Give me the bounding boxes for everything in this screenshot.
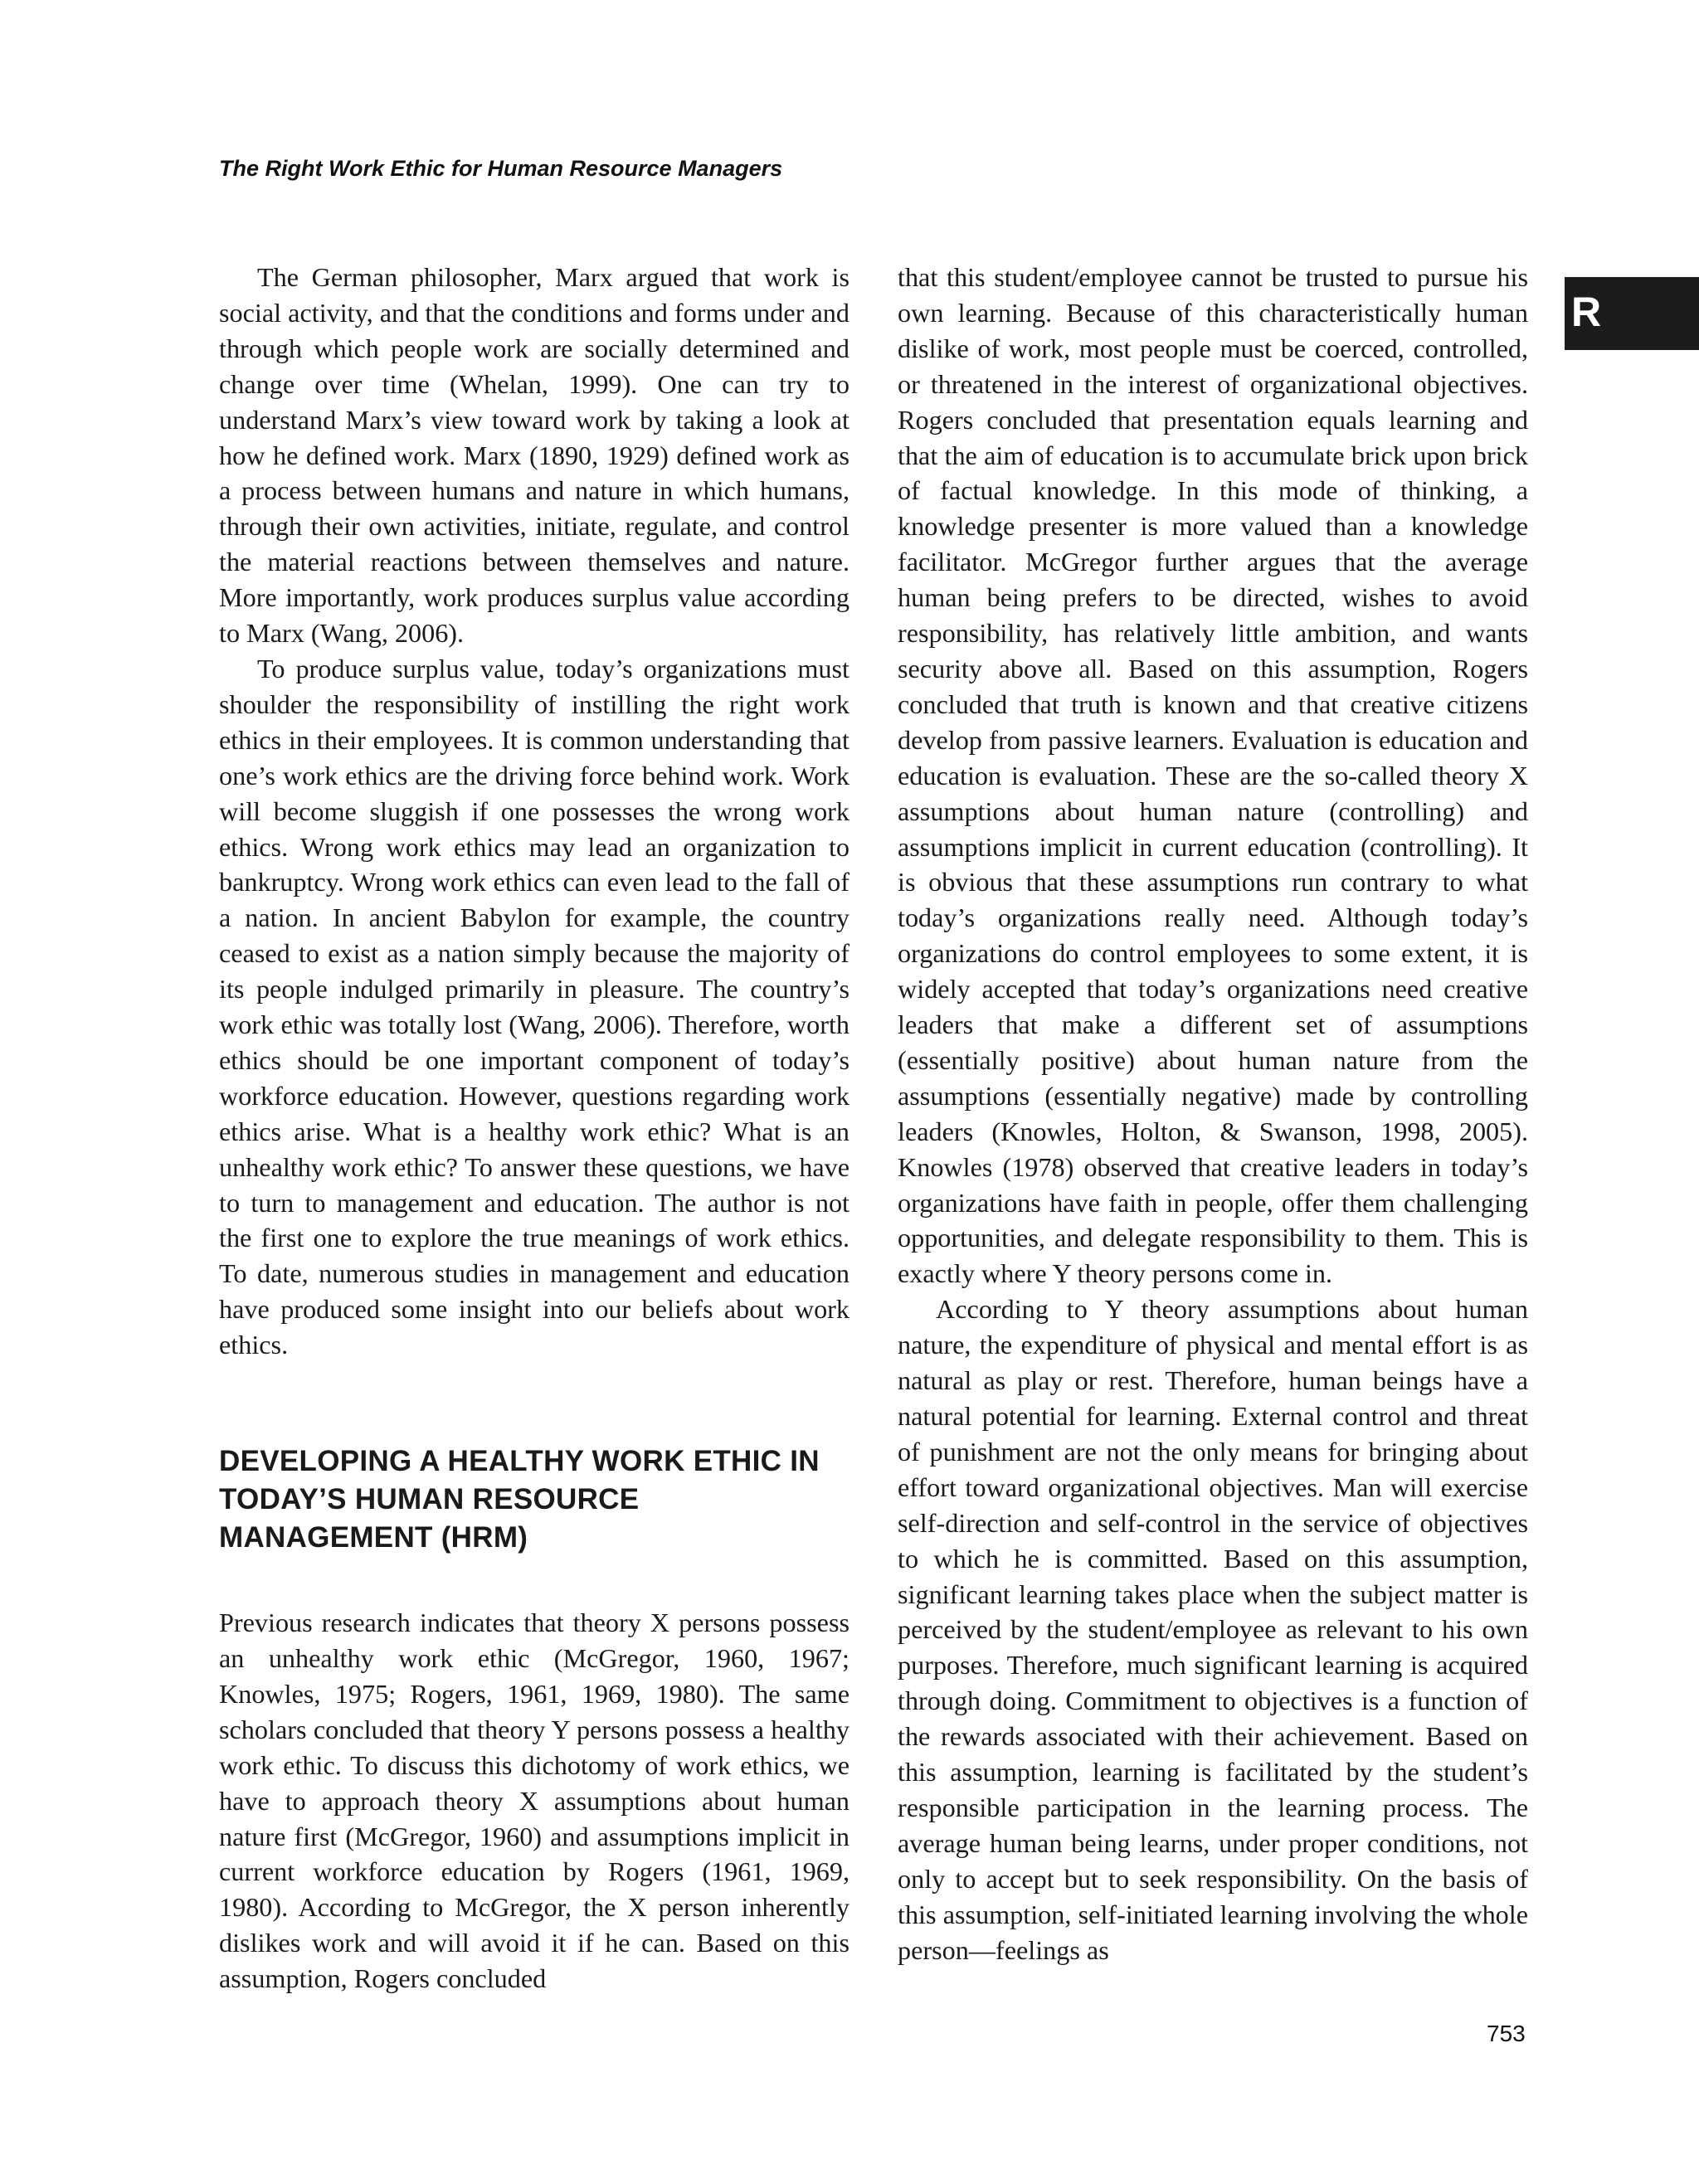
paragraph: Previous research indicates that theory X persons possess an unhealthy work ethic (McGregor, 1960, 1967; Knowles, 1975; Rogers, 1961, 1969, 1980). The same scholars concluded that theory Y persons possess a healthy work ethic. To discuss this dichotomy of work ethics, we have to approach theory X assumptions about human nature first (McGregor, 1960) and assumptions implicit in current workforce education by Rogers (1961, 1969, 1980). According to McGregor, the X person inherently dislikes work and will avoid it if he can. Based on this assumption, Rogers concluded [219, 1608, 850, 1994]
paragraph: To produce surplus value, today’s organizations must shoulder the responsibility of instilling the right work ethics in their employees. It is common understanding that one’s work ethics are the driving force behind work. Work will become sluggish if one possesses the wrong work ethics. Wrong work ethics may lead an organization to bankruptcy. Wrong work ethics can even lead to the fall of a nation. In ancient Babylon for example, the country ceased to exist as a nation simply because the majority of its people indulged primarily in pleasure. The country’s work ethic was totally lost (Wang, 2006). Therefore, worth ethics should be one important component of today’s workforce education. However, questions regarding work ethics arise. What is a healthy work ethic? What is an unhealthy work ethic? To answer these questions, we have to turn to management and education. The author is not the first one to explore the true meanings of work ethics. To date, numerous studies in management and education have produced some insight into our beliefs about work ethics. [219, 653, 850, 1360]
right-column [898, 260, 1528, 1968]
paragraph: that this student/employee cannot be trusted to pursue his own learning. Because of this characteristically human dislike of work, most people must be coerced, controlled, or threatened in the interest of organizational objectives. Rogers concluded that presentation equals learning and that the aim of education is to accumulate brick upon brick of factual knowledge. In this mode of thinking, a knowledge presenter is more valued than a knowledge facilitator. McGregor further argues that the average human being prefers to be directed, wishes to avoid responsibility, has relatively little ambition, and wants security above all. Based on this assumption, Rogers concluded that truth is known and that creative citizens develop from passive learners. Evaluation is education and education is evaluation. These are the so-called theory X assumptions about human nature (controlling) and assumptions implicit in current education (controlling). It is obvious that these assumptions run contrary to what today’s organizations really need. Although today’s organizations do control employees to some extent, it is widely accepted that today’s organizations need creative leaders that make a different set of assumptions (essentially positive) about human nature from the assumptions (essentially negative) made by controlling leaders (Knowles, Holton, & Swanson, 1998, 2005). Knowles (1978) observed that creative leaders in today’s organizations have faith in people, offer them challenging opportunities, and delegate responsibility to them. This is exactly where Y theory persons come in. [898, 262, 1528, 1289]
paragraph: The German philosopher, Marx argued that work is social activity, and that the conditions and forms under and through which people work are socially determined and change over time (Whelan, 1999). One can try to understand Marx’s view toward work by taking a look at how he defined work. Marx (1890, 1929) defined work as a process between humans and nature in which humans, through their own activities, initiate, regulate, and control the material reactions between themselves and nature. More importantly, work produces surplus value according to Marx (Wang, 2006). [219, 262, 850, 649]
page-number: 753 [1487, 2021, 1526, 2046]
section-tab-letter: R [1571, 289, 1602, 335]
paragraph: According to Y theory assumptions about human nature, the expenditure of physical and mental effort is as natural as play or rest. Therefore, human beings have a natural potential for learning. External control and threat of punishment are not the only means for bringing about effort toward organizational objectives. Man will exercise self-direction and self-control in the service of objectives to which he is committed. Based on this assumption, significant learning takes place when the subject matter is perceived by the student/employee as relevant to his own purposes. Therefore, much significant learning is acquired through doing. Commitment to objectives is a function of the rewards associated with their achievement. Based on this assumption, learning is facilitated by the student’s responsible participation in the learning process. The average human being learns, under proper conditions, not only to accept but to seek responsibility. On the basis of this assumption, self-initiated learning involving the whole person—feelings as [898, 1294, 1528, 1965]
running-head: The Right Work Ethic for Human Resource Managers [219, 156, 783, 181]
left-column [219, 260, 850, 1997]
section-heading: DEVELOPING A HEALTHY WORK ETHIC IN TODAY’S HUMAN RESOURCE MANAGEMENT (HRM) [219, 1445, 820, 1554]
